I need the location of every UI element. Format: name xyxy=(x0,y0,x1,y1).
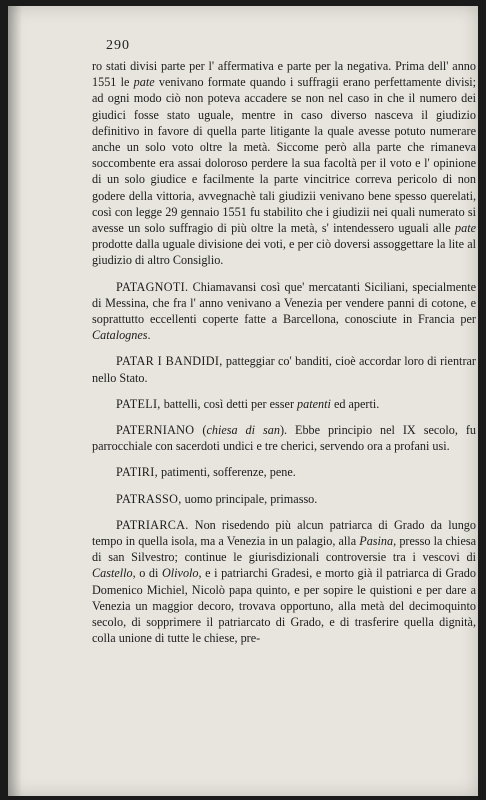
book-page xyxy=(8,6,478,796)
entry-pateli: PATELI, battelli, così detti per esser patenti ed aperti. xyxy=(116,396,380,411)
page-number: 290 xyxy=(106,38,130,53)
entry-head: PATAGNOTI. xyxy=(116,279,189,294)
entry-patagnoti: PATAGNOTI. Chiamavansi così que' mercatanti Siciliani, specialmente di Messina, che fra l' anno venivano a Venezia per vendere panni di cotone, e soprattutto eccellenti coperte fatte a Barcellona, conosciute in Francia per Catalognes. xyxy=(92,279,476,343)
entry-head: PATAR I BANDIDI, xyxy=(116,354,223,369)
entry-patriarca: PATRIARCA. Non risedendo più alcun patriarca di Grado da lungo tempo in quella isola, ma a Venezia in un palagio, alla Pasina, presso la chiesa di san Silvestro; continue le giurisdizionali controversie tra i vescovi di Castello, o di Olivolo, e i patriarchi Gradesi, e morto già il patriarca di Grado Domenico Michiel, Nicolò papa quinto, e per sopire le quistioni e per dare a Venezia un maggior decoro, trovava opportuno, alla metà del decimoquinto secolo, di sopprimere il patriarcato di Grado, e di trasferire quella dignità, colla unione di tutte le chiese, pre- xyxy=(92,517,477,646)
entry-head: PATRASSO, xyxy=(116,491,182,506)
binding-shadow xyxy=(8,6,22,796)
entry-head: PATIRI, xyxy=(116,465,158,480)
intro-paragraph: ro stati divisi parte per l' affermativa e parte per la negativa. Prima dell' anno 1551 le pate venivano formate quando i suffragii erano perfettamente divisi; ad ogni modo ciò non poteva accadere se non nel caso in che il numero dei giudici fosse stato uguale, mentre in caso diverso nasceva il giudizio definitivo in favore di quella parte litigante la quale avesse potuto numerare anche un solo voto oltre la metà. Siccome però alla parte che rimaneva soccombente era assai doloroso perdere la sua facoltà per il voto e l' opinione di un solo giudice e facilmente la parte vincitrice correva pericolo di non godere della vittoria, avvegnachè tali giudizii venivano bene spesso querelati, così con legge 29 gennaio 1551 fu stabilito che i giudizii nei quali numerato si avesse un solo suffragio di più oltre la metà, s' intendessero uguali alle pate prodotte dalla uguale divisione dei voti, e per ciò doversi assoggettare la lite al giudizio di altro Consiglio. xyxy=(92,59,476,268)
entry-patar-i-bandidi: PATAR I BANDIDI, patteggiar co' banditi, cioè accordar loro di rientrar nello Stato. xyxy=(92,354,476,385)
text-body xyxy=(92,58,476,647)
entry-head: PATRIARCA. xyxy=(116,517,189,532)
entry-patrasso: PATRASSO, uomo principale, primasso. xyxy=(116,491,318,506)
entry-paterniano: PATERNIANO (chiesa di san). Ebbe principio nel IX secolo, fu parrocchiale con sacerdoti undici e tre cherici, servendo ora a profani usi. xyxy=(92,423,477,454)
entry-patiri: PATIRI, patimenti, sofferenze, pene. xyxy=(116,465,296,480)
entry-head: PATELI, xyxy=(116,396,161,411)
entry-head: PATERNIANO xyxy=(116,423,195,438)
